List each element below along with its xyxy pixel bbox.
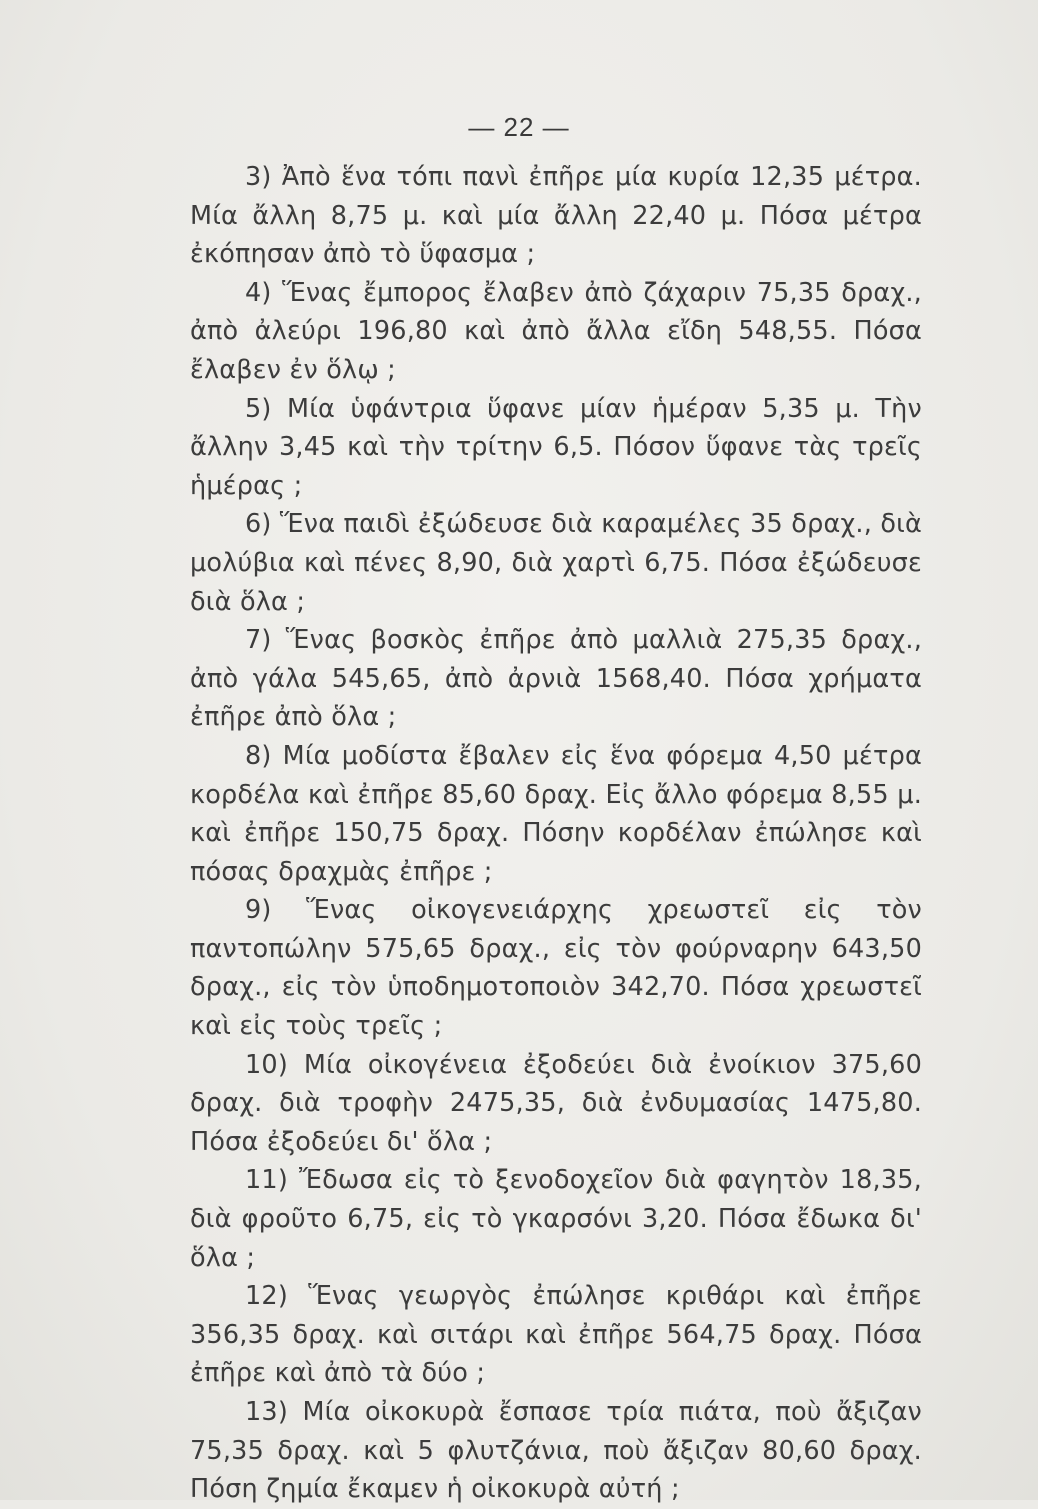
- problem-7: 7) Ἕνας βοσκὸς ἐπῆρε ἀπὸ μαλλιὰ 275,35 δραχ., ἀπὸ γάλα 545,65, ἀπὸ ἀρνιὰ 1568,40. Πόσα χρήματα ἐπῆρε ἀπὸ ὅλα ;: [190, 625, 922, 733]
- problem-10: 10) Μία οἰκογένεια ἐξοδεύει διὰ ἐνοίκιον 375,60 δραχ. διὰ τροφὴν 2475,35, διὰ ἐνδυμασίας 1475,80. Πόσα ἐξοδεύει δι' ὅλα ;: [190, 1049, 922, 1157]
- problem-4: 4) Ἕνας ἔμπορος ἔλαβεν ἀπὸ ζάχαριν 75,35 δραχ., ἀπὸ ἀλεύρι 196,80 καὶ ἀπὸ ἄλλα εἴδη 548,55. Πόσα ἔλαβεν ἐν ὅλῳ ;: [190, 277, 922, 385]
- problem-9: 9) Ἕνας οἰκογενειάρχης χρεωστεῖ εἰς τὸν παντοπώλην 575,65 δραχ., εἰς τὸν φούρναρην 643,50 δραχ., εἰς τὸν ὑποδημοτοποιὸν 342,70. Πόσα χρεωστεῖ καὶ εἰς τοὺς τρεῖς ;: [190, 895, 922, 1042]
- problem-13: 13) Μία οἰκοκυρὰ ἔσπασε τρία πιάτα, ποὺ ἄξιζαν 75,35 δραχ. καὶ 5 φλυτζάνια, ποὺ ἄξιζαν 80,60 δραχ. Πόση ζημία ἔκαμεν ἡ οἰκοκυρὰ αὐτή ;: [190, 1397, 922, 1505]
- problem-6: 6) Ἕνα παιδὶ ἐξώδευσε διὰ καραμέλες 35 δραχ., διὰ μολύβια καὶ πένες 8,90, διὰ χαρτὶ 6,75. Πόσα ἐξώδευσε διὰ ὅλα ;: [190, 509, 922, 617]
- page-number: — 22 —: [468, 112, 570, 142]
- problem-8: 8) Μία μοδίστα ἔβαλεν εἰς ἕνα φόρεμα 4,50 μέτρα κορδέλα καὶ ἐπῆρε 85,60 δραχ. Εἰς ἄλλο φόρεμα 8,55 μ. καὶ ἐπῆρε 150,75 δραχ. Πόσην κορδέλαν ἐπώλησε καὶ πόσας δραχμὰς ἐπῆρε ;: [190, 740, 922, 887]
- problem-5: 5) Μία ὑφάντρια ὕφανε μίαν ἡμέραν 5,35 μ. Τὴν ἄλλην 3,45 καὶ τὴν τρίτην 6,5. Πόσον ὕφανε τὰς τρεῖς ἡμέρας ;: [190, 393, 922, 501]
- problem-11: 11) Ἔδωσα εἰς τὸ ξενοδοχεῖον διὰ φαγητὸν 18,35, διὰ φροῦτο 6,75, εἰς τὸ γκαρσόνι 3,20. Πόσα ἔδωκα δι' ὅλα ;: [190, 1165, 922, 1273]
- problem-3: 3) Ἀπὸ ἕνα τόπι πανὶ ἐπῆρε μία κυρία 12,35 μέτρα. Μία ἄλλη 8,75 μ. καὶ μία ἄλλη 22,40 μ. Πόσα μέτρα ἐκόπησαν ἀπὸ τὸ ὕφασμα ;: [190, 162, 922, 270]
- problem-list: [190, 158, 922, 1509]
- problem-12: 12) Ἕνας γεωργὸς ἐπώλησε κριθάρι καὶ ἐπῆρε 356,35 δραχ. καὶ σιτάρι καὶ ἐπῆρε 564,75 δραχ. Πόσα ἐπῆρε καὶ ἀπὸ τὰ δύο ;: [190, 1281, 922, 1389]
